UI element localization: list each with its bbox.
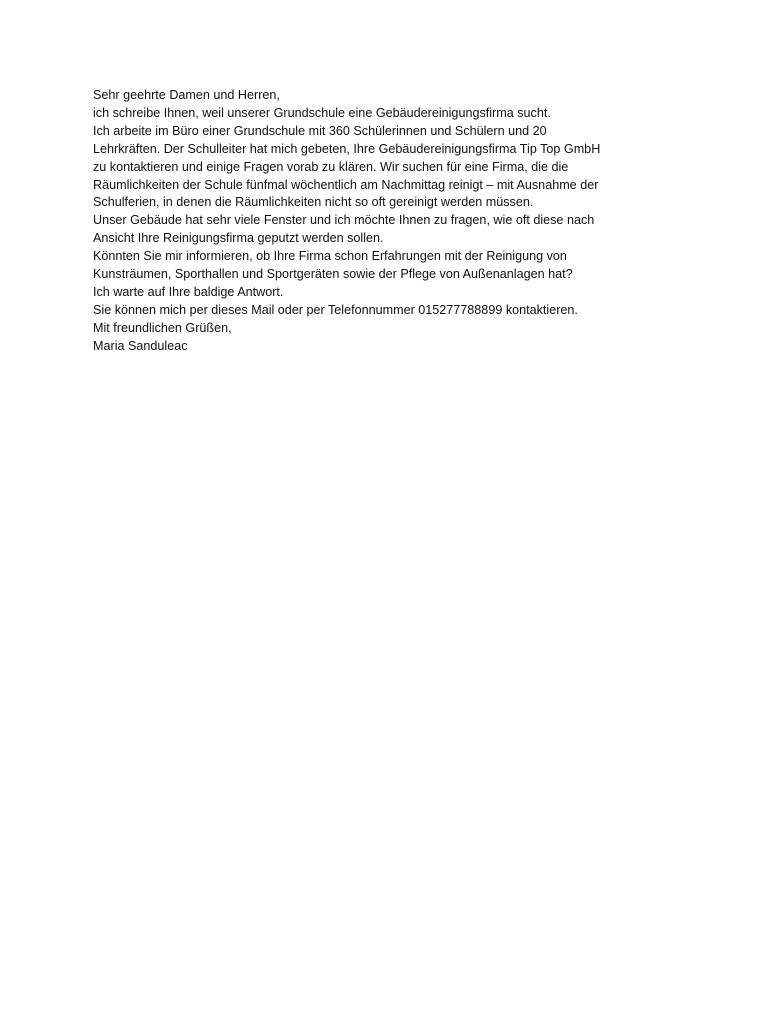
letter-line: Schulferien, in denen die Räumlichkeiten nicht so oft gereinigt werden müssen. (93, 195, 534, 210)
closing: Mit freundlichen Grüßen, (93, 320, 232, 335)
letter-line: Unser Gebäude hat sehr viele Fenster und ich möchte Ihnen zu fragen, wie oft diese nach (93, 213, 595, 228)
letter-line: Ich arbeite im Büro einer Grundschule mit 360 Schülerinnen und Schülern und 20 (93, 123, 547, 138)
letter-body (93, 87, 693, 356)
letter-line: Räumlichkeiten der Schule fünfmal wöchentlich am Nachmittag reinigt – mit Ausnahme der (93, 177, 599, 192)
letter-line: Kunsträumen, Sporthallen und Sportgeräten sowie der Pflege von Außenanlagen hat? (93, 267, 573, 282)
letter-line: ich schreibe Ihnen, weil unserer Grundschule eine Gebäudereinigungsfirma sucht. (93, 105, 551, 120)
letter-line: zu kontaktieren und einige Fragen vorab zu klären. Wir suchen für eine Firma, die die (93, 159, 569, 174)
letter-line: Lehrkräften. Der Schulleiter hat mich gebeten, Ihre Gebäudereinigungsfirma Tip Top GmbH (93, 141, 601, 156)
letter-line: Sie können mich per dieses Mail oder per Telefonnummer 015277788899 kontaktieren. (93, 302, 578, 317)
signature-name: Maria Sanduleac (93, 338, 188, 353)
letter-line: Könnten Sie mir informieren, ob Ihre Firma schon Erfahrungen mit der Reinigung von (93, 249, 567, 264)
letter-line: Ansicht Ihre Reinigungsfirma geputzt werden sollen. (93, 231, 384, 246)
letter-line: Ich warte auf Ihre baldige Antwort. (93, 284, 284, 299)
salutation: Sehr geehrte Damen und Herren, (93, 88, 280, 102)
